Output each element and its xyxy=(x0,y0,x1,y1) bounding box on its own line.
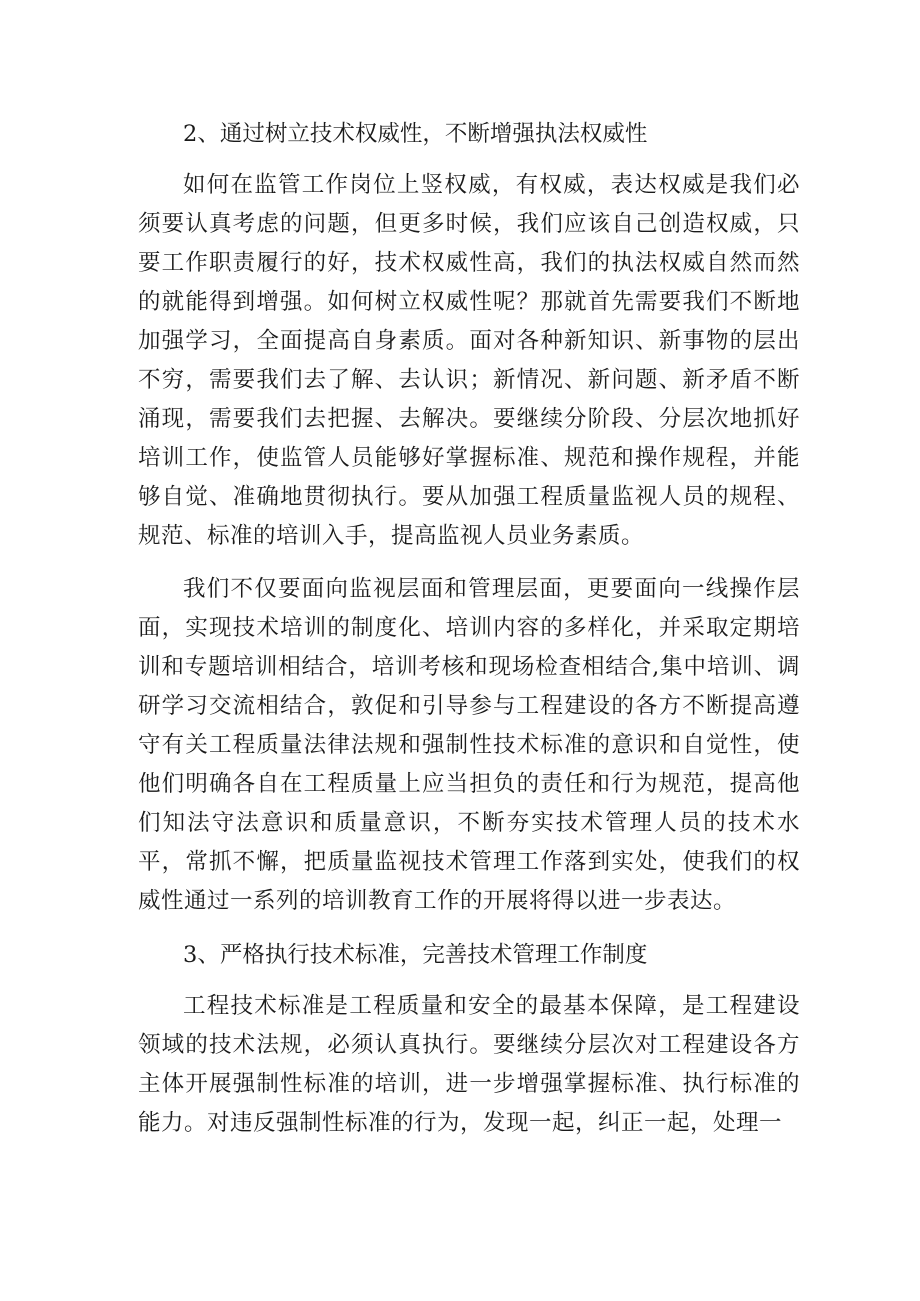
document-page xyxy=(138,112,800,1143)
section-heading-3: 3、严格执行技术标准，完善技术管理工作制度 xyxy=(183,942,648,968)
paragraph-technical-standards: 工程技术标准是工程质量和安全的最基本保障，是工程建设领域的技术法规，必须认真执行。要继续分层次对工程建设各方主体开展强制性标准的培训，进一步增强掌握标准、执行标准的能力。对违反强制性标准的行为，发现一起，纠正一起，处理一 xyxy=(138,993,800,1136)
paragraph-technical-authority: 如何在监管工作岗位上竖权威，有权威，表达权威是我们必须要认真考虑的问题，但更多时候，我们应该自己创造权威，只要工作职责履行的好，技术权威性高，我们的执法权威自然而然的就能得到增强。如何树立权威性呢？那就首先需要我们不断地加强学习，全面提高自身素质。面对各种新知识、新事物的层出不穷，需要我们去了解、去认识；新情况、新问题、新矛盾不断涌现，需要我们去把握、去解决。要继续分阶段、分层次地抓好培训工作，使监管人员能够好掌握标准、规范和操作规程，并能够自觉、准确地贯彻执行。要从加强工程质量监视人员的规程、规范、标准的培训入手，提高监视人员业务素质。 xyxy=(138,172,800,549)
section-heading-2: 2、通过树立技术权威性，不断增强执法权威性 xyxy=(183,121,648,147)
paragraph-training: 我们不仅要面向监视层面和管理层面，更要面向一线操作层面，实现技术培训的制度化、培训内容的多样化，并采取定期培训和专题培训相结合，培训考核和现场检查相结合,集中培训、调研学习交流相结合，敦促和引导参与工程建设的各方不断提高遵守有关工程质量法律法规和强制性技术标准的意识和自觉性，使他们明确各自在工程质量上应当担负的责任和行为规范，提高他们知法守法意识和质量意识，不断夯实技术管理人员的技术水平，常抓不懈，把质量监视技术管理工作落到实处，使我们的权威性通过一系列的培训教育工作的开展将得以进一步表达。 xyxy=(138,576,800,914)
